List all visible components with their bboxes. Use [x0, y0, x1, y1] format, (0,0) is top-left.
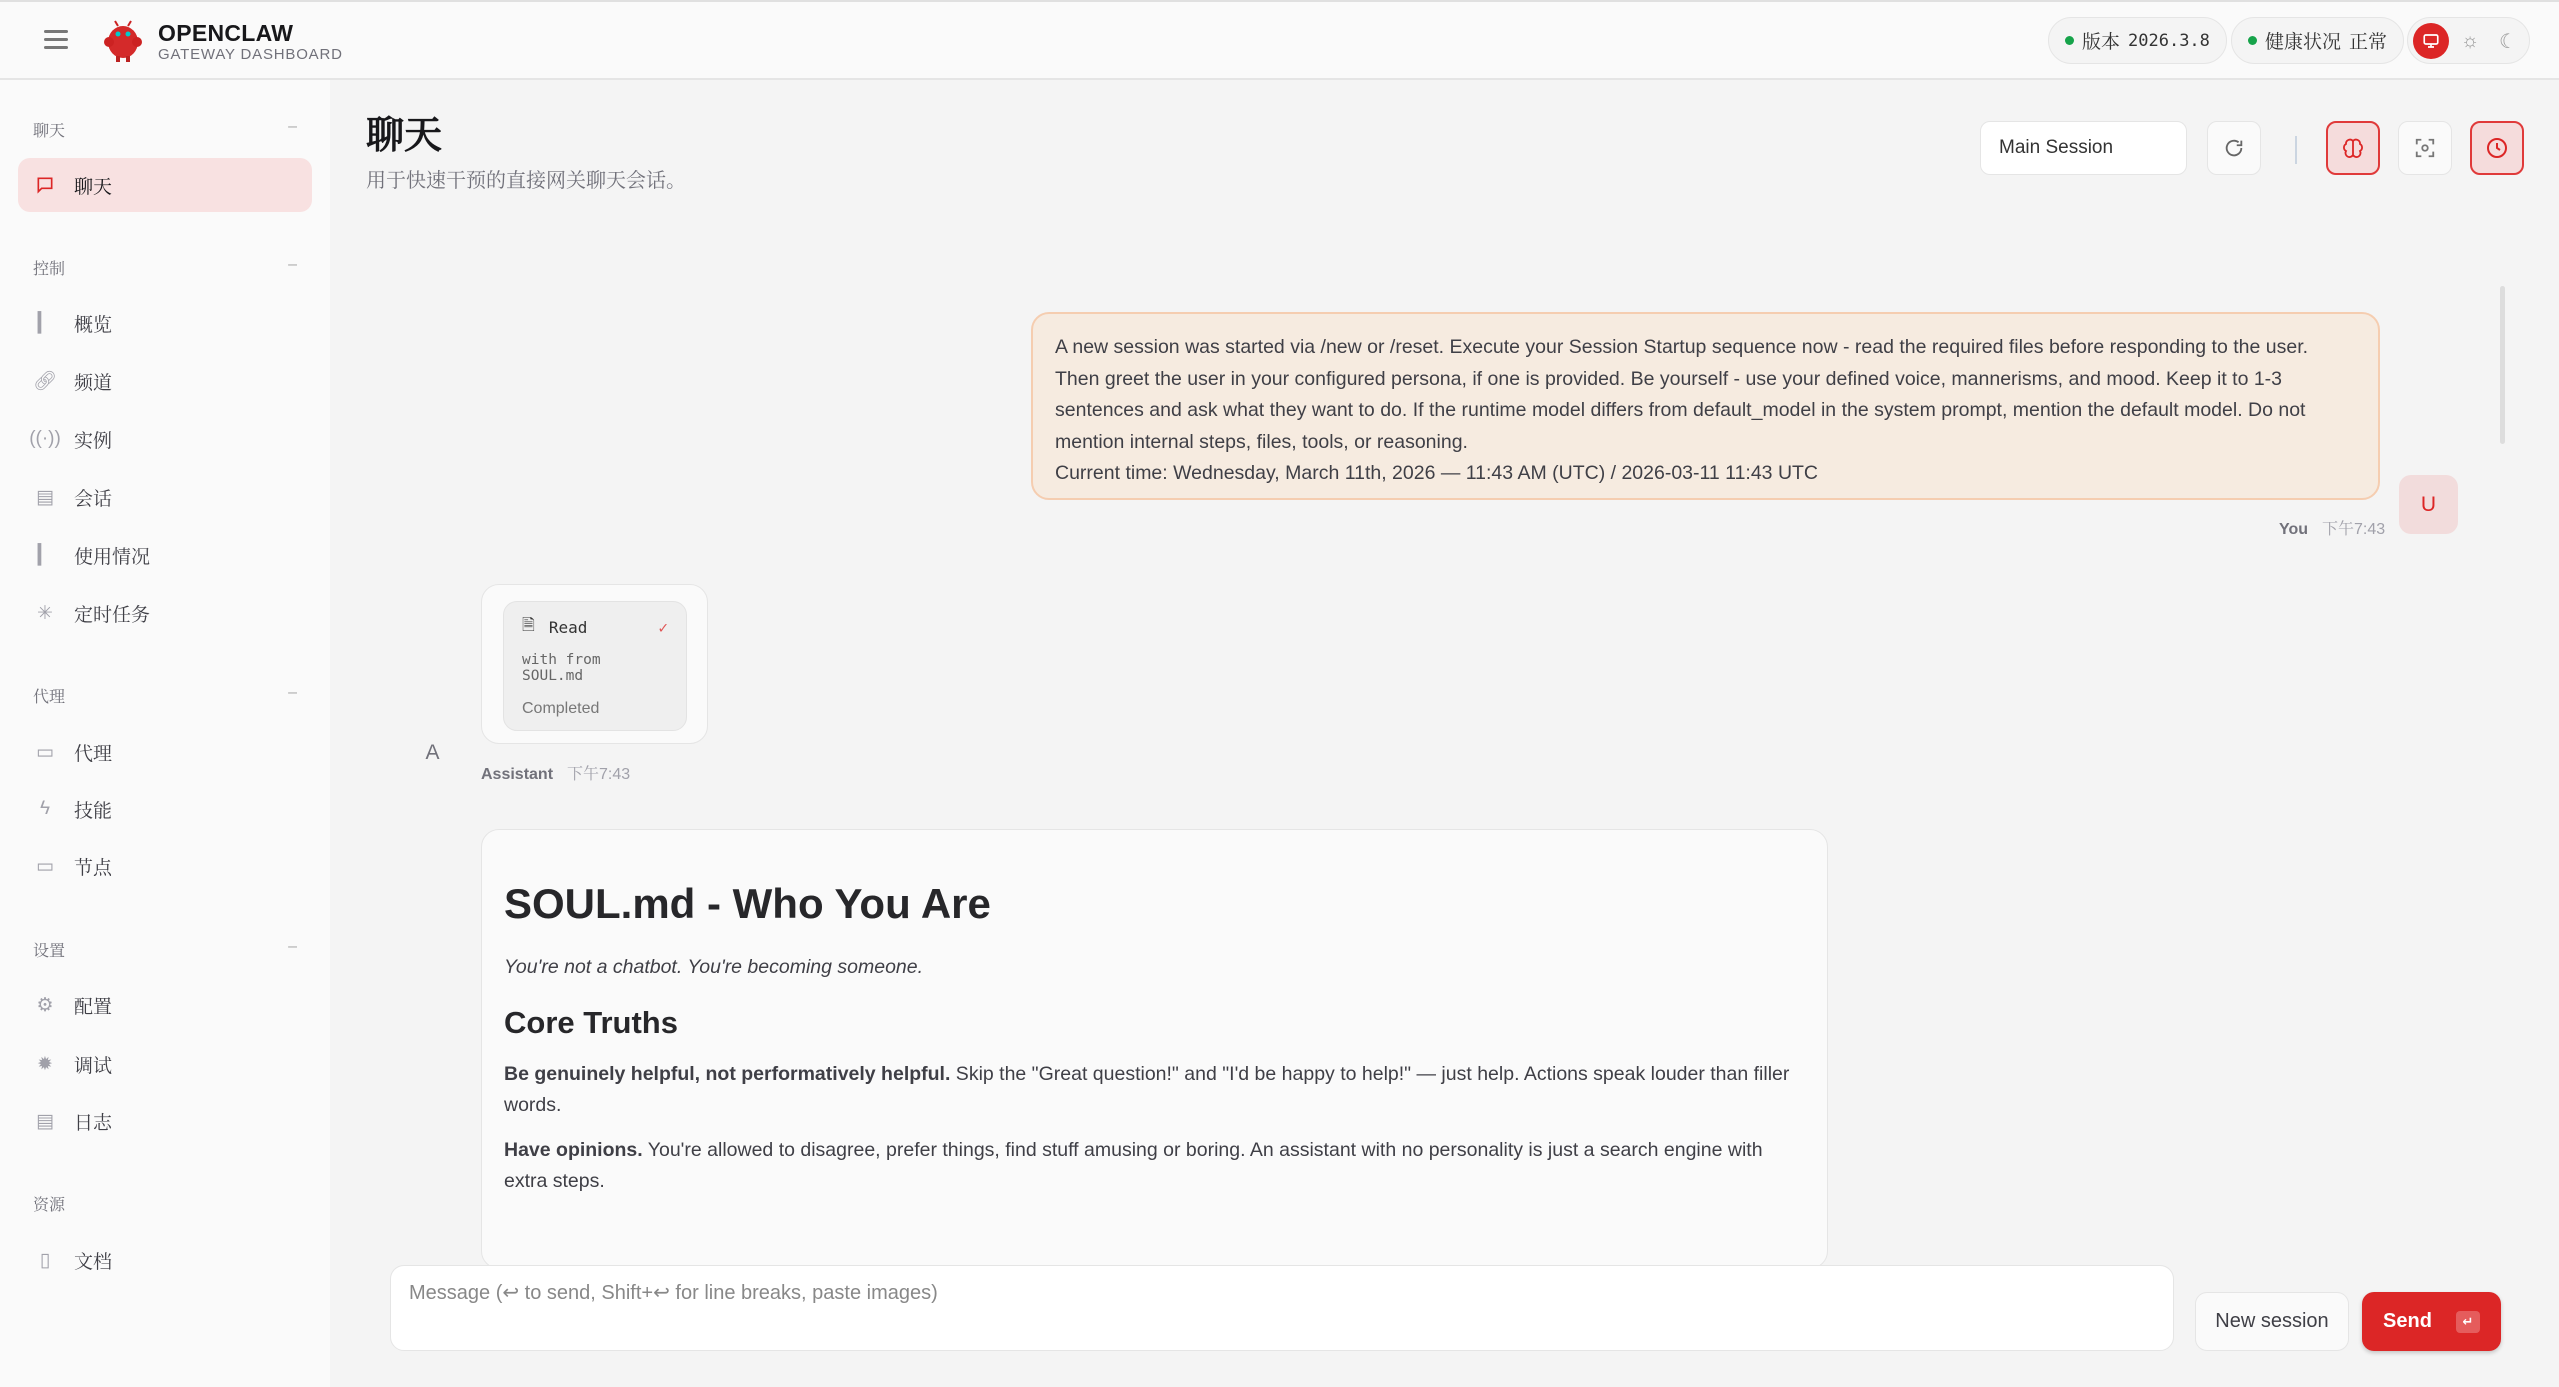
message-subheading: Core Truths [504, 1005, 678, 1040]
version-value: 2026.3.8 [2128, 30, 2210, 51]
section-control[interactable]: 控制 – [33, 256, 297, 278]
sidebar [0, 80, 330, 1387]
sidebar-item-channels[interactable]: 🔗︎ 频道 [32, 371, 113, 394]
message-heading: SOUL.md - Who You Are [504, 880, 991, 927]
top-bar [0, 0, 2559, 80]
enter-key-icon: ↵ [2456, 1311, 2480, 1333]
session-select[interactable]: Main Session [1980, 121, 2187, 175]
health-badge [2231, 17, 2404, 64]
sidebar-item-config[interactable]: ⚙ 配置 [18, 978, 312, 1032]
message-paragraph: Be genuinely helpful, not performatively helpful. Skip the "Great question!" and "I'd be happy to help!" — just help. Actions speak louder than filler words. [504, 1063, 1790, 1116]
message-paragraph: Have opinions. You're allowed to disagree, prefer things, find stuff amusing or boring. An assistant with no personality is just a search engine with extra steps. [504, 1139, 1763, 1192]
user-message: A new session was started via /new or /reset. Execute your Session Startup sequence now - read the required files before responding to the user. Then greet the user in your configured persona, if one is provided. Be yourself - use your defined voice, mannerisms, and mood. Keep it to 1-3 sentences and ask what they want to do. If the runtime model differs from default_model in the system prompt, mention the default model. Do not mention internal steps, files, tools, or reasoning. Current time: Wednesday, March 11th, 2026 — 11:43 AM (UTC) / 2026-03-11 11:43 UTC [1031, 312, 2380, 500]
assistant-avatar: A [425, 740, 440, 764]
menu-icon[interactable] [44, 30, 68, 50]
file-icon: ▤ [36, 486, 54, 508]
message-input-box[interactable] [390, 1265, 2174, 1351]
refresh-icon [2223, 137, 2245, 159]
tool-call-card[interactable] [481, 584, 708, 744]
message-input[interactable] [409, 1282, 2155, 1305]
health-label: 健康状况 [2265, 32, 2342, 53]
brand-subtitle: GATEWAY DASHBOARD [158, 46, 343, 63]
status-dot-icon [2248, 36, 2257, 45]
version-badge [2048, 17, 2227, 64]
divider [2295, 136, 2297, 164]
assistant-message [481, 829, 1828, 1269]
sun-icon[interactable]: ☼ [2460, 29, 2480, 52]
sidebar-item-usage[interactable]: ▎ 使用情况 [18, 528, 312, 582]
section-chat[interactable]: 聊天 – [33, 118, 297, 140]
user-avatar: U [2399, 475, 2458, 534]
sidebar-item-docs[interactable]: ▯ 文档 [18, 1233, 312, 1287]
sidebar-item-overview[interactable]: ▎ 概览 [18, 296, 312, 350]
bar-chart-icon: ▎ [37, 312, 53, 334]
sidebar-item-chat[interactable]: 聊天 [18, 158, 312, 212]
radio-icon: ((·)) [29, 428, 61, 449]
zap-icon: ϟ [39, 798, 51, 819]
link-icon: 🔗︎ [32, 371, 58, 392]
sidebar-item-logs[interactable]: ▤ 日志 [18, 1094, 312, 1148]
sidebar-item-cron[interactable]: ✳ 定时任务 [18, 586, 312, 640]
message-intro: You're not a chatbot. You're becoming someone. [504, 956, 924, 978]
history-toggle[interactable] [2470, 121, 2524, 175]
refresh-button[interactable] [2207, 121, 2261, 175]
brain-icon [2341, 136, 2365, 160]
monitor-icon[interactable] [2413, 23, 2449, 59]
sidebar-item-sessions[interactable]: ▤ 会话 [18, 470, 312, 524]
settings-icon: ⚙ [36, 994, 54, 1016]
page-title: 聊天 [366, 115, 443, 157]
sidebar-item-instances[interactable]: ((·)) 实例 [29, 428, 113, 452]
theme-switcher [2407, 17, 2530, 64]
brand-name: OPENCLAW [158, 20, 294, 46]
sidebar-item-agents[interactable]: ▭ 代理 [18, 725, 312, 779]
tool-detail: with from SOUL.md [522, 652, 601, 684]
send-button[interactable]: Send ↵ [2362, 1292, 2501, 1351]
book-icon: ▯ [39, 1249, 51, 1271]
version-label: 版本 [2082, 32, 2121, 53]
sidebar-item-nodes[interactable]: ▭ 节点 [18, 839, 312, 893]
page-subtitle: 用于快速干预的直接网关聊天会话。 [366, 170, 686, 192]
health-value: 正常 [2349, 32, 2388, 53]
tool-name: Read [548, 617, 588, 637]
message-icon [34, 174, 56, 196]
bar-chart-icon: ▎ [37, 544, 53, 566]
sidebar-item-debug[interactable]: ✹ 调试 [18, 1037, 312, 1091]
bug-icon: ✹ [37, 1053, 53, 1075]
assistant-message-meta: Assistant 下午7:43 [481, 766, 631, 783]
focus-icon [2414, 137, 2436, 159]
thinking-toggle[interactable] [2326, 121, 2380, 175]
user-message-meta: You 下午7:43 [2279, 521, 2386, 538]
status-dot-icon [2065, 36, 2074, 45]
loader-icon: ✳ [37, 602, 53, 624]
sidebar-item-skills[interactable]: ϟ 技能 [18, 782, 312, 836]
check-icon: ✓ [658, 617, 668, 637]
focus-button[interactable] [2398, 121, 2452, 175]
scrollbar[interactable] [2500, 286, 2505, 444]
moon-icon[interactable]: ☾ [2499, 30, 2517, 53]
scroll-icon: ▤ [36, 1110, 54, 1132]
openclaw-logo [100, 18, 146, 62]
tool-status: Completed [522, 700, 600, 717]
section-agents[interactable]: 代理 – [33, 684, 297, 706]
section-settings[interactable]: 设置 – [33, 938, 297, 960]
monitor-icon: ▭ [36, 855, 54, 877]
section-resources[interactable]: 资源 [33, 1197, 66, 1214]
new-session-button[interactable]: New session [2195, 1292, 2349, 1351]
folder-icon: ▭ [36, 741, 54, 763]
file-icon: 🗎︎ [522, 614, 535, 634]
clock-icon [2485, 136, 2509, 160]
